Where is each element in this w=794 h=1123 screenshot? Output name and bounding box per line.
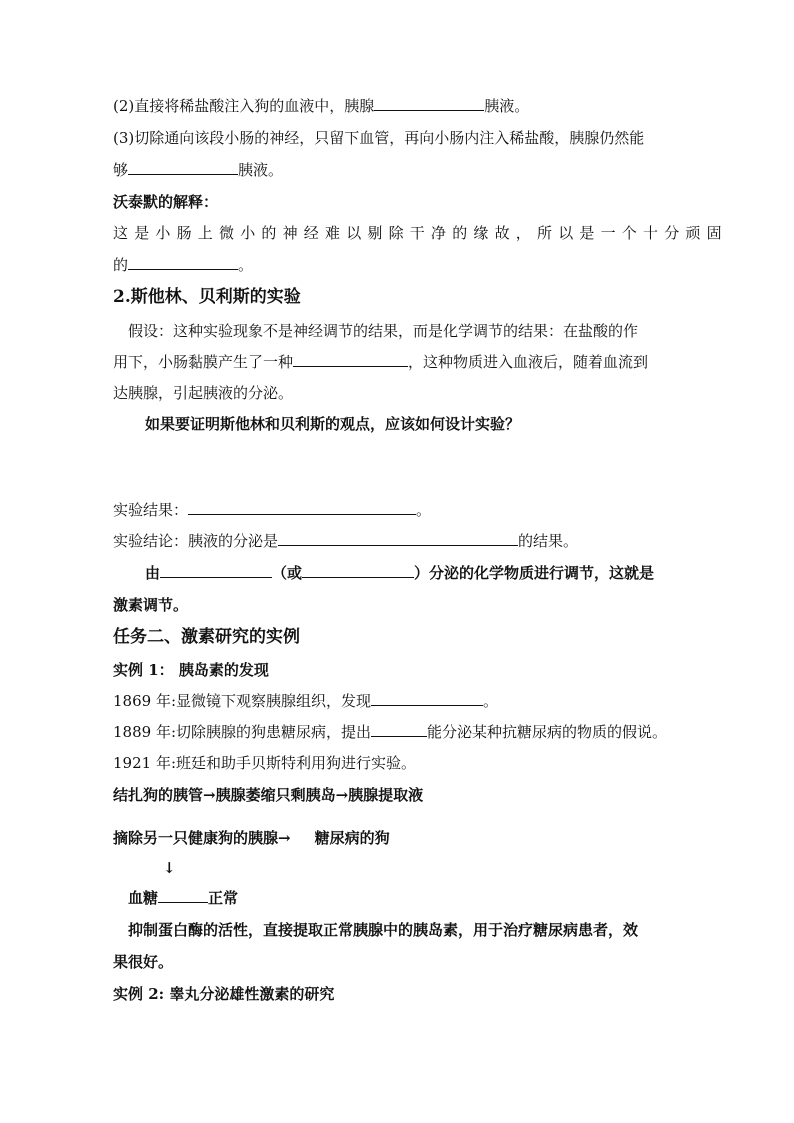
question-2-suffix: 胰液。 [484, 97, 530, 115]
answer-blank[interactable] [128, 255, 238, 270]
hormone-suffix: ）分泌的化学物质进行调节，这就是 [414, 564, 655, 582]
explanation-justified: 这是小肠上微小的神经难以剔除干净的缘故，所以是一个十分顽固 [113, 224, 728, 242]
result-line [113, 499, 431, 521]
flow-step-diabetic-dog: 糖尿病的狗 [314, 829, 390, 847]
insulin-extraction-line: 抑制蛋白酶的活性，直接提取正常胰腺中的胰岛素，用于治疗糖尿病患者，效 [128, 921, 639, 939]
year-1869-line [113, 690, 498, 712]
question-3-suffix: 胰液。 [238, 161, 284, 179]
answer-blank[interactable] [188, 500, 416, 515]
explanation-heading: 沃泰默的解释： [113, 193, 219, 211]
year-1869-suffix: 。 [483, 692, 499, 710]
answer-blank[interactable] [128, 160, 238, 175]
hypothesis-line: 假设：这种实验现象不是神经调节的结果，而是化学调节的结果：在盐酸的作 [128, 322, 639, 340]
explanation-prefix: 的 [113, 256, 129, 274]
explanation-cont [113, 254, 253, 276]
answer-blank[interactable] [278, 531, 518, 546]
question-3-cont [113, 159, 283, 181]
task-2-heading: 任务二、激素研究的实例 [113, 627, 300, 647]
hormone-mid: （或 [272, 564, 303, 582]
hypothesis-cont [113, 351, 648, 373]
year-1889-line [113, 721, 667, 743]
question-2-text: (2)直接将稀盐酸注入狗的血液中，胰腺 [113, 97, 375, 115]
question-3-line: (3)切除通向该段小肠的神经，只留下血管，再向小肠内注入稀盐酸，胰腺仍然能 [113, 129, 645, 147]
conclusion-suffix: 的结果。 [518, 532, 579, 550]
question-3-prefix: 够 [113, 161, 129, 179]
answer-blank[interactable] [371, 722, 427, 737]
question-2-line [113, 95, 529, 117]
example-1-heading: 实例 1： 胰岛素的发现 [113, 661, 269, 679]
flow-line-2 [113, 827, 390, 849]
blood-sugar-line [128, 887, 238, 909]
year-1869-text: 1869 年:显微镜下观察胰腺组织，发现 [113, 692, 371, 710]
section-2-heading: 2.斯他林、贝利斯的实验 [113, 287, 301, 307]
hypothesis-prefix: 用下，小肠黏膜产生了一种 [113, 353, 294, 371]
result-label: 实验结果： [113, 501, 189, 519]
explanation-text [113, 222, 728, 244]
result-suffix: 。 [416, 501, 432, 519]
blood-sugar-suffix: 正常 [208, 889, 239, 907]
conclusion-label: 实验结论：胰液的分泌是 [113, 532, 279, 550]
answer-blank[interactable] [158, 888, 208, 903]
year-1889-suffix: 能分泌某种抗糖尿病的物质的假说。 [427, 723, 668, 741]
answer-blank[interactable] [293, 352, 408, 367]
flow-step-remove: 摘除另一只健康狗的胰腺→ [113, 829, 291, 847]
hypothesis-end: 达胰腺，引起胰液的分泌。 [113, 384, 294, 402]
answer-blank[interactable] [160, 563, 272, 578]
example-2-heading: 实例 2: 睾丸分泌雄性激素的研究 [113, 985, 335, 1003]
blood-sugar-label: 血糖 [128, 889, 159, 907]
hypothesis-suffix: ，这种物质进入血液后，随着血流到 [408, 353, 649, 371]
hormone-end: 激素调节。 [113, 596, 189, 614]
answer-blank[interactable] [371, 691, 483, 706]
year-1921-line: 1921 年:班廷和助手贝斯特利用狗进行实验。 [113, 754, 416, 772]
answer-blank[interactable] [374, 96, 484, 111]
flow-line-1: 结扎狗的胰管→胰腺萎缩只剩胰岛→胰腺提取液 [113, 786, 424, 804]
answer-blank[interactable] [302, 563, 414, 578]
hormone-line [145, 562, 654, 584]
conclusion-line [113, 530, 578, 552]
insulin-extraction-end: 果很好。 [113, 953, 174, 971]
hormone-prefix: 由 [145, 564, 161, 582]
year-1889-text: 1889 年:切除胰腺的狗患糖尿病，提出 [113, 723, 371, 741]
design-question: 如果要证明斯他林和贝利斯的观点，应该如何设计实验？ [145, 415, 521, 433]
explanation-suffix: 。 [238, 256, 254, 274]
down-arrow-icon: ↓ [163, 859, 176, 877]
